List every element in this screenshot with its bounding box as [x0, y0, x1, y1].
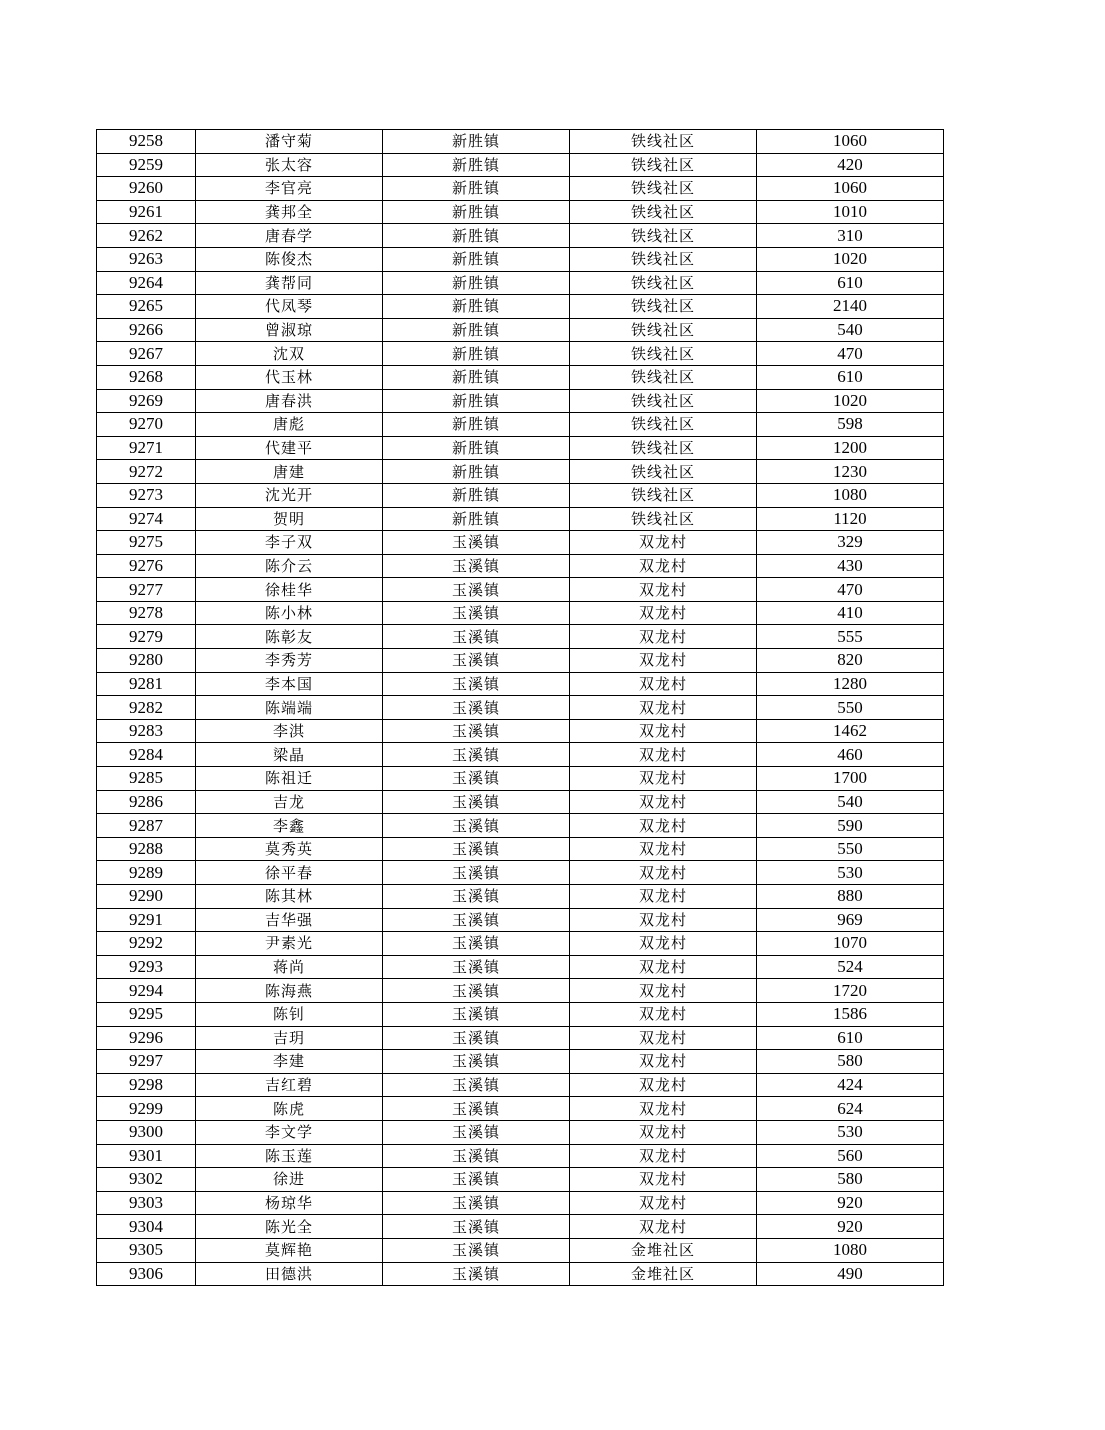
cell-village: 双龙村: [570, 1191, 757, 1215]
cell-name: 吉龙: [196, 790, 383, 814]
cell-name: 张太容: [196, 153, 383, 177]
cell-id: 9263: [97, 247, 196, 271]
cell-town: 玉溪镇: [383, 790, 570, 814]
cell-town: 玉溪镇: [383, 1191, 570, 1215]
cell-id: 9289: [97, 861, 196, 885]
cell-name: 李淇: [196, 719, 383, 743]
cell-town: 玉溪镇: [383, 601, 570, 625]
cell-name: 吉华强: [196, 908, 383, 932]
cell-village: 双龙村: [570, 1144, 757, 1168]
cell-id: 9271: [97, 436, 196, 460]
cell-town: 新胜镇: [383, 247, 570, 271]
cell-name: 唐春学: [196, 224, 383, 248]
cell-village: 金堆社区: [570, 1238, 757, 1262]
cell-village: 双龙村: [570, 1026, 757, 1050]
cell-town: 玉溪镇: [383, 885, 570, 909]
cell-amount: 1060: [757, 130, 944, 154]
cell-id: 9282: [97, 696, 196, 720]
cell-id: 9299: [97, 1097, 196, 1121]
cell-village: 铁线社区: [570, 483, 757, 507]
cell-name: 徐进: [196, 1168, 383, 1192]
table-row: [97, 460, 944, 484]
cell-village: 双龙村: [570, 531, 757, 555]
cell-name: 代玉林: [196, 365, 383, 389]
cell-id: 9297: [97, 1050, 196, 1074]
cell-amount: 1070: [757, 932, 944, 956]
cell-name: 李文学: [196, 1120, 383, 1144]
cell-name: 田德洪: [196, 1262, 383, 1286]
cell-name: 贺明: [196, 507, 383, 531]
table-row: [97, 247, 944, 271]
cell-id: 9274: [97, 507, 196, 531]
table-row: [97, 507, 944, 531]
cell-name: 李本国: [196, 672, 383, 696]
cell-amount: 310: [757, 224, 944, 248]
cell-id: 9260: [97, 177, 196, 201]
cell-name: 李秀芳: [196, 649, 383, 673]
cell-amount: 1120: [757, 507, 944, 531]
cell-town: 新胜镇: [383, 342, 570, 366]
cell-village: 铁线社区: [570, 200, 757, 224]
table-row: [97, 908, 944, 932]
table-row: [97, 1026, 944, 1050]
table-row: [97, 224, 944, 248]
cell-amount: 610: [757, 271, 944, 295]
cell-amount: 610: [757, 365, 944, 389]
cell-town: 玉溪镇: [383, 1026, 570, 1050]
cell-amount: 580: [757, 1168, 944, 1192]
cell-id: 9273: [97, 483, 196, 507]
table-row: [97, 531, 944, 555]
cell-village: 铁线社区: [570, 224, 757, 248]
cell-name: 徐桂华: [196, 578, 383, 602]
cell-village: 双龙村: [570, 861, 757, 885]
table-row: [97, 837, 944, 861]
table-row: [97, 1168, 944, 1192]
table-row: [97, 483, 944, 507]
cell-amount: 920: [757, 1191, 944, 1215]
cell-id: 9295: [97, 1002, 196, 1026]
table-row: [97, 814, 944, 838]
table-row: [97, 625, 944, 649]
cell-village: 双龙村: [570, 932, 757, 956]
cell-name: 龚邦全: [196, 200, 383, 224]
cell-town: 新胜镇: [383, 200, 570, 224]
cell-name: 莫秀英: [196, 837, 383, 861]
cell-town: 新胜镇: [383, 436, 570, 460]
cell-id: 9294: [97, 979, 196, 1003]
cell-village: 铁线社区: [570, 177, 757, 201]
cell-town: 玉溪镇: [383, 1262, 570, 1286]
cell-name: 陈祖迁: [196, 767, 383, 791]
cell-name: 吉玥: [196, 1026, 383, 1050]
cell-id: 9296: [97, 1026, 196, 1050]
cell-town: 玉溪镇: [383, 955, 570, 979]
cell-village: 双龙村: [570, 649, 757, 673]
table-row: [97, 436, 944, 460]
cell-amount: 410: [757, 601, 944, 625]
cell-town: 新胜镇: [383, 271, 570, 295]
cell-village: 铁线社区: [570, 153, 757, 177]
cell-town: 玉溪镇: [383, 908, 570, 932]
cell-amount: 490: [757, 1262, 944, 1286]
cell-town: 玉溪镇: [383, 531, 570, 555]
cell-id: 9290: [97, 885, 196, 909]
cell-village: 双龙村: [570, 672, 757, 696]
cell-id: 9302: [97, 1168, 196, 1192]
cell-amount: 880: [757, 885, 944, 909]
cell-name: 陈介云: [196, 554, 383, 578]
cell-town: 新胜镇: [383, 130, 570, 154]
table-row: [97, 1002, 944, 1026]
cell-town: 玉溪镇: [383, 719, 570, 743]
cell-town: 玉溪镇: [383, 578, 570, 602]
cell-amount: 1010: [757, 200, 944, 224]
cell-village: 双龙村: [570, 743, 757, 767]
cell-name: 陈俊杰: [196, 247, 383, 271]
cell-town: 新胜镇: [383, 177, 570, 201]
table-row: [97, 1191, 944, 1215]
cell-name: 陈其林: [196, 885, 383, 909]
cell-village: 双龙村: [570, 790, 757, 814]
cell-village: 双龙村: [570, 601, 757, 625]
cell-id: 9287: [97, 814, 196, 838]
cell-town: 新胜镇: [383, 153, 570, 177]
cell-amount: 550: [757, 696, 944, 720]
cell-name: 陈钊: [196, 1002, 383, 1026]
cell-id: 9259: [97, 153, 196, 177]
cell-name: 李鑫: [196, 814, 383, 838]
cell-name: 陈小林: [196, 601, 383, 625]
cell-town: 玉溪镇: [383, 1097, 570, 1121]
table-row: [97, 979, 944, 1003]
cell-amount: 969: [757, 908, 944, 932]
cell-town: 玉溪镇: [383, 1215, 570, 1239]
cell-amount: 540: [757, 790, 944, 814]
cell-amount: 1080: [757, 1238, 944, 1262]
cell-id: 9272: [97, 460, 196, 484]
table-row: [97, 955, 944, 979]
table-row: [97, 318, 944, 342]
cell-id: 9285: [97, 767, 196, 791]
cell-id: 9258: [97, 130, 196, 154]
cell-town: 玉溪镇: [383, 554, 570, 578]
cell-amount: 550: [757, 837, 944, 861]
table-row: [97, 885, 944, 909]
cell-amount: 470: [757, 342, 944, 366]
table-row: [97, 649, 944, 673]
cell-amount: 920: [757, 1215, 944, 1239]
cell-village: 铁线社区: [570, 389, 757, 413]
cell-town: 玉溪镇: [383, 1050, 570, 1074]
cell-name: 潘守菊: [196, 130, 383, 154]
cell-name: 徐平春: [196, 861, 383, 885]
cell-amount: 420: [757, 153, 944, 177]
cell-name: 唐春洪: [196, 389, 383, 413]
cell-id: 9280: [97, 649, 196, 673]
cell-amount: 530: [757, 861, 944, 885]
cell-id: 9262: [97, 224, 196, 248]
cell-name: 代建平: [196, 436, 383, 460]
cell-name: 唐建: [196, 460, 383, 484]
cell-amount: 540: [757, 318, 944, 342]
cell-name: 梁晶: [196, 743, 383, 767]
cell-id: 9266: [97, 318, 196, 342]
cell-amount: 1060: [757, 177, 944, 201]
cell-id: 9284: [97, 743, 196, 767]
cell-town: 玉溪镇: [383, 1073, 570, 1097]
cell-id: 9277: [97, 578, 196, 602]
cell-town: 新胜镇: [383, 295, 570, 319]
cell-town: 玉溪镇: [383, 979, 570, 1003]
cell-name: 吉红碧: [196, 1073, 383, 1097]
cell-village: 金堆社区: [570, 1262, 757, 1286]
cell-village: 双龙村: [570, 625, 757, 649]
cell-village: 铁线社区: [570, 342, 757, 366]
cell-amount: 1200: [757, 436, 944, 460]
cell-id: 9269: [97, 389, 196, 413]
cell-id: 9305: [97, 1238, 196, 1262]
table-row: [97, 365, 944, 389]
cell-name: 代凤琴: [196, 295, 383, 319]
cell-amount: 530: [757, 1120, 944, 1144]
table-row: [97, 1097, 944, 1121]
cell-town: 玉溪镇: [383, 932, 570, 956]
cell-village: 双龙村: [570, 814, 757, 838]
cell-village: 双龙村: [570, 1215, 757, 1239]
table-row: [97, 790, 944, 814]
cell-id: 9303: [97, 1191, 196, 1215]
cell-amount: 820: [757, 649, 944, 673]
cell-amount: 555: [757, 625, 944, 649]
cell-town: 玉溪镇: [383, 743, 570, 767]
cell-village: 双龙村: [570, 1168, 757, 1192]
cell-town: 新胜镇: [383, 224, 570, 248]
cell-id: 9293: [97, 955, 196, 979]
cell-amount: 1020: [757, 247, 944, 271]
cell-village: 双龙村: [570, 1050, 757, 1074]
table-row: [97, 578, 944, 602]
cell-amount: 1462: [757, 719, 944, 743]
cell-amount: 560: [757, 1144, 944, 1168]
cell-id: 9286: [97, 790, 196, 814]
cell-town: 玉溪镇: [383, 672, 570, 696]
cell-name: 陈虎: [196, 1097, 383, 1121]
cell-village: 双龙村: [570, 719, 757, 743]
cell-village: 铁线社区: [570, 413, 757, 437]
table-row: [97, 1120, 944, 1144]
cell-amount: 610: [757, 1026, 944, 1050]
cell-town: 玉溪镇: [383, 649, 570, 673]
table-row: [97, 1215, 944, 1239]
cell-id: 9301: [97, 1144, 196, 1168]
cell-id: 9261: [97, 200, 196, 224]
cell-amount: 424: [757, 1073, 944, 1097]
cell-id: 9275: [97, 531, 196, 555]
table-row: [97, 389, 944, 413]
cell-town: 玉溪镇: [383, 1144, 570, 1168]
cell-name: 杨琼华: [196, 1191, 383, 1215]
cell-name: 莫辉艳: [196, 1238, 383, 1262]
table-row: [97, 1262, 944, 1286]
cell-amount: 1720: [757, 979, 944, 1003]
cell-village: 双龙村: [570, 885, 757, 909]
cell-name: 陈玉莲: [196, 1144, 383, 1168]
cell-town: 新胜镇: [383, 460, 570, 484]
table-row: [97, 743, 944, 767]
cell-town: 玉溪镇: [383, 837, 570, 861]
cell-id: 9298: [97, 1073, 196, 1097]
cell-town: 新胜镇: [383, 507, 570, 531]
table-row: [97, 177, 944, 201]
cell-id: 9292: [97, 932, 196, 956]
cell-id: 9267: [97, 342, 196, 366]
cell-town: 新胜镇: [383, 413, 570, 437]
table-row: [97, 1073, 944, 1097]
cell-amount: 1280: [757, 672, 944, 696]
cell-id: 9306: [97, 1262, 196, 1286]
table-row: [97, 932, 944, 956]
cell-amount: 1586: [757, 1002, 944, 1026]
cell-town: 玉溪镇: [383, 1168, 570, 1192]
cell-amount: 470: [757, 578, 944, 602]
cell-village: 双龙村: [570, 1120, 757, 1144]
cell-id: 9265: [97, 295, 196, 319]
cell-amount: 1700: [757, 767, 944, 791]
cell-village: 双龙村: [570, 955, 757, 979]
cell-town: 玉溪镇: [383, 1002, 570, 1026]
table-row: [97, 130, 944, 154]
cell-village: 双龙村: [570, 554, 757, 578]
cell-name: 李建: [196, 1050, 383, 1074]
table-row: [97, 295, 944, 319]
cell-town: 玉溪镇: [383, 767, 570, 791]
cell-name: 陈光全: [196, 1215, 383, 1239]
cell-id: 9281: [97, 672, 196, 696]
cell-village: 双龙村: [570, 1073, 757, 1097]
cell-village: 铁线社区: [570, 507, 757, 531]
cell-village: 双龙村: [570, 979, 757, 1003]
cell-amount: 1080: [757, 483, 944, 507]
table-row: [97, 672, 944, 696]
cell-village: 铁线社区: [570, 460, 757, 484]
cell-town: 玉溪镇: [383, 1120, 570, 1144]
cell-town: 玉溪镇: [383, 861, 570, 885]
cell-name: 龚帮同: [196, 271, 383, 295]
cell-id: 9276: [97, 554, 196, 578]
cell-town: 玉溪镇: [383, 1238, 570, 1262]
cell-amount: 590: [757, 814, 944, 838]
cell-village: 双龙村: [570, 578, 757, 602]
table-row: [97, 200, 944, 224]
cell-town: 新胜镇: [383, 483, 570, 507]
cell-name: 李子双: [196, 531, 383, 555]
cell-id: 9288: [97, 837, 196, 861]
cell-name: 李官亮: [196, 177, 383, 201]
cell-name: 沈光开: [196, 483, 383, 507]
cell-village: 铁线社区: [570, 318, 757, 342]
table-row: [97, 1238, 944, 1262]
cell-village: 双龙村: [570, 837, 757, 861]
cell-amount: 2140: [757, 295, 944, 319]
table-row: [97, 342, 944, 366]
cell-amount: 329: [757, 531, 944, 555]
cell-id: 9283: [97, 719, 196, 743]
cell-amount: 598: [757, 413, 944, 437]
table-row: [97, 861, 944, 885]
table-row: [97, 1050, 944, 1074]
cell-town: 新胜镇: [383, 318, 570, 342]
cell-town: 新胜镇: [383, 365, 570, 389]
cell-village: 铁线社区: [570, 271, 757, 295]
cell-name: 陈海燕: [196, 979, 383, 1003]
cell-id: 9270: [97, 413, 196, 437]
cell-name: 蒋尚: [196, 955, 383, 979]
cell-village: 双龙村: [570, 767, 757, 791]
cell-name: 曾淑琼: [196, 318, 383, 342]
cell-amount: 1230: [757, 460, 944, 484]
cell-name: 唐彪: [196, 413, 383, 437]
table-row: [97, 601, 944, 625]
cell-id: 9279: [97, 625, 196, 649]
cell-id: 9264: [97, 271, 196, 295]
table-row: [97, 554, 944, 578]
table-body: [97, 130, 944, 1286]
cell-name: 沈双: [196, 342, 383, 366]
cell-amount: 524: [757, 955, 944, 979]
cell-village: 双龙村: [570, 908, 757, 932]
cell-village: 铁线社区: [570, 436, 757, 460]
cell-village: 铁线社区: [570, 365, 757, 389]
cell-village: 铁线社区: [570, 130, 757, 154]
cell-town: 玉溪镇: [383, 625, 570, 649]
data-table: [96, 129, 944, 1286]
table-row: [97, 767, 944, 791]
table-row: [97, 696, 944, 720]
table-row: [97, 1144, 944, 1168]
cell-id: 9291: [97, 908, 196, 932]
cell-town: 新胜镇: [383, 389, 570, 413]
cell-amount: 580: [757, 1050, 944, 1074]
cell-village: 双龙村: [570, 696, 757, 720]
cell-town: 玉溪镇: [383, 696, 570, 720]
cell-town: 玉溪镇: [383, 814, 570, 838]
table-row: [97, 271, 944, 295]
cell-village: 双龙村: [570, 1097, 757, 1121]
cell-id: 9300: [97, 1120, 196, 1144]
cell-village: 铁线社区: [570, 247, 757, 271]
cell-name: 陈端端: [196, 696, 383, 720]
cell-id: 9304: [97, 1215, 196, 1239]
cell-name: 尹素光: [196, 932, 383, 956]
cell-amount: 430: [757, 554, 944, 578]
cell-amount: 460: [757, 743, 944, 767]
cell-amount: 1020: [757, 389, 944, 413]
cell-amount: 624: [757, 1097, 944, 1121]
cell-id: 9268: [97, 365, 196, 389]
cell-village: 铁线社区: [570, 295, 757, 319]
cell-name: 陈彰友: [196, 625, 383, 649]
table-row: [97, 719, 944, 743]
cell-village: 双龙村: [570, 1002, 757, 1026]
cell-id: 9278: [97, 601, 196, 625]
table-row: [97, 413, 944, 437]
table-row: [97, 153, 944, 177]
